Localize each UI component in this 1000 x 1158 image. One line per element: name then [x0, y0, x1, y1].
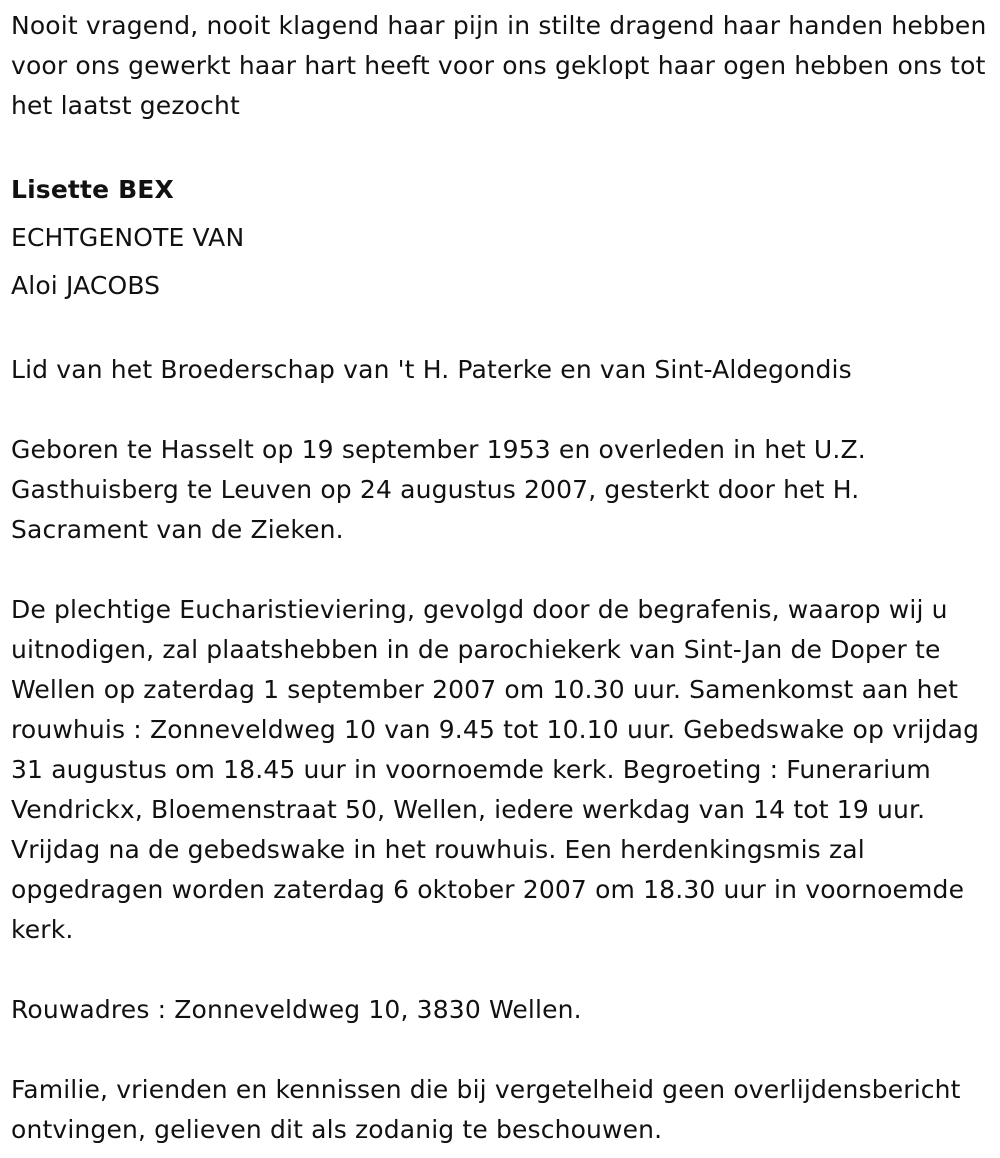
obituary-document	[11, 6, 991, 1150]
membership-text: Lid van het Broederschap van 't H. Paterke en van Sint-Aldegondis	[11, 355, 852, 384]
relation-label: ECHTGENOTE VAN	[11, 223, 245, 252]
spouse-name: Aloi JACOBS	[11, 271, 161, 300]
spacer	[11, 550, 991, 590]
mourning-address: Rouwadres : Zonneveldweg 10, 3830 Wellen.	[11, 995, 582, 1024]
motto-text: Nooit vragend, nooit klagend haar pijn in stilte dragend haar handen hebben voor ons gewerkt haar hart heeft voor ons geklopt haar ogen hebben ons tot het laatst gezocht	[11, 11, 987, 120]
deceased-name: Lisette BEX	[11, 175, 174, 204]
spacer	[11, 950, 991, 990]
closing-text: Familie, vrienden en kennissen die bij vergetelheid geen overlijdensbericht ontvingen, gelieven dit als zodanig te beschouwen.	[11, 1075, 961, 1144]
spacer	[11, 390, 991, 430]
spacer	[11, 310, 991, 350]
spacer	[11, 126, 991, 166]
spacer	[11, 1030, 991, 1070]
birth-death-text: Geboren te Hasselt op 19 september 1953 en overleden in het U.Z. Gasthuisberg te Leuven op 24 augustus 2007, gesterkt door het H. Sacrament van de Zieken.	[11, 435, 866, 544]
ceremony-text: De plechtige Eucharistieviering, gevolgd door de begrafenis, waarop wij u uitnodigen, zal plaatshebben in de parochiekerk van Sint-Jan de Doper te Wellen op zaterdag 1 september 2007 om 10.30 uur. Samenkomst aan het rouwhuis : Zonneveldweg 10 van 9.45 tot 10.10 uur. Gebedswake op vrijdag 31 augustus om 18.45 uur in voornoemde kerk. Begroeting : Funerarium Vendrickx, Bloemenstraat 50, Wellen, iedere werkdag van 14 tot 19 uur. Vrijdag na de gebedswake in het rouwhuis. Een herdenkingsmis zal opgedragen worden zaterdag 6 oktober 2007 om 18.30 uur in voornoemde kerk.	[11, 595, 980, 944]
